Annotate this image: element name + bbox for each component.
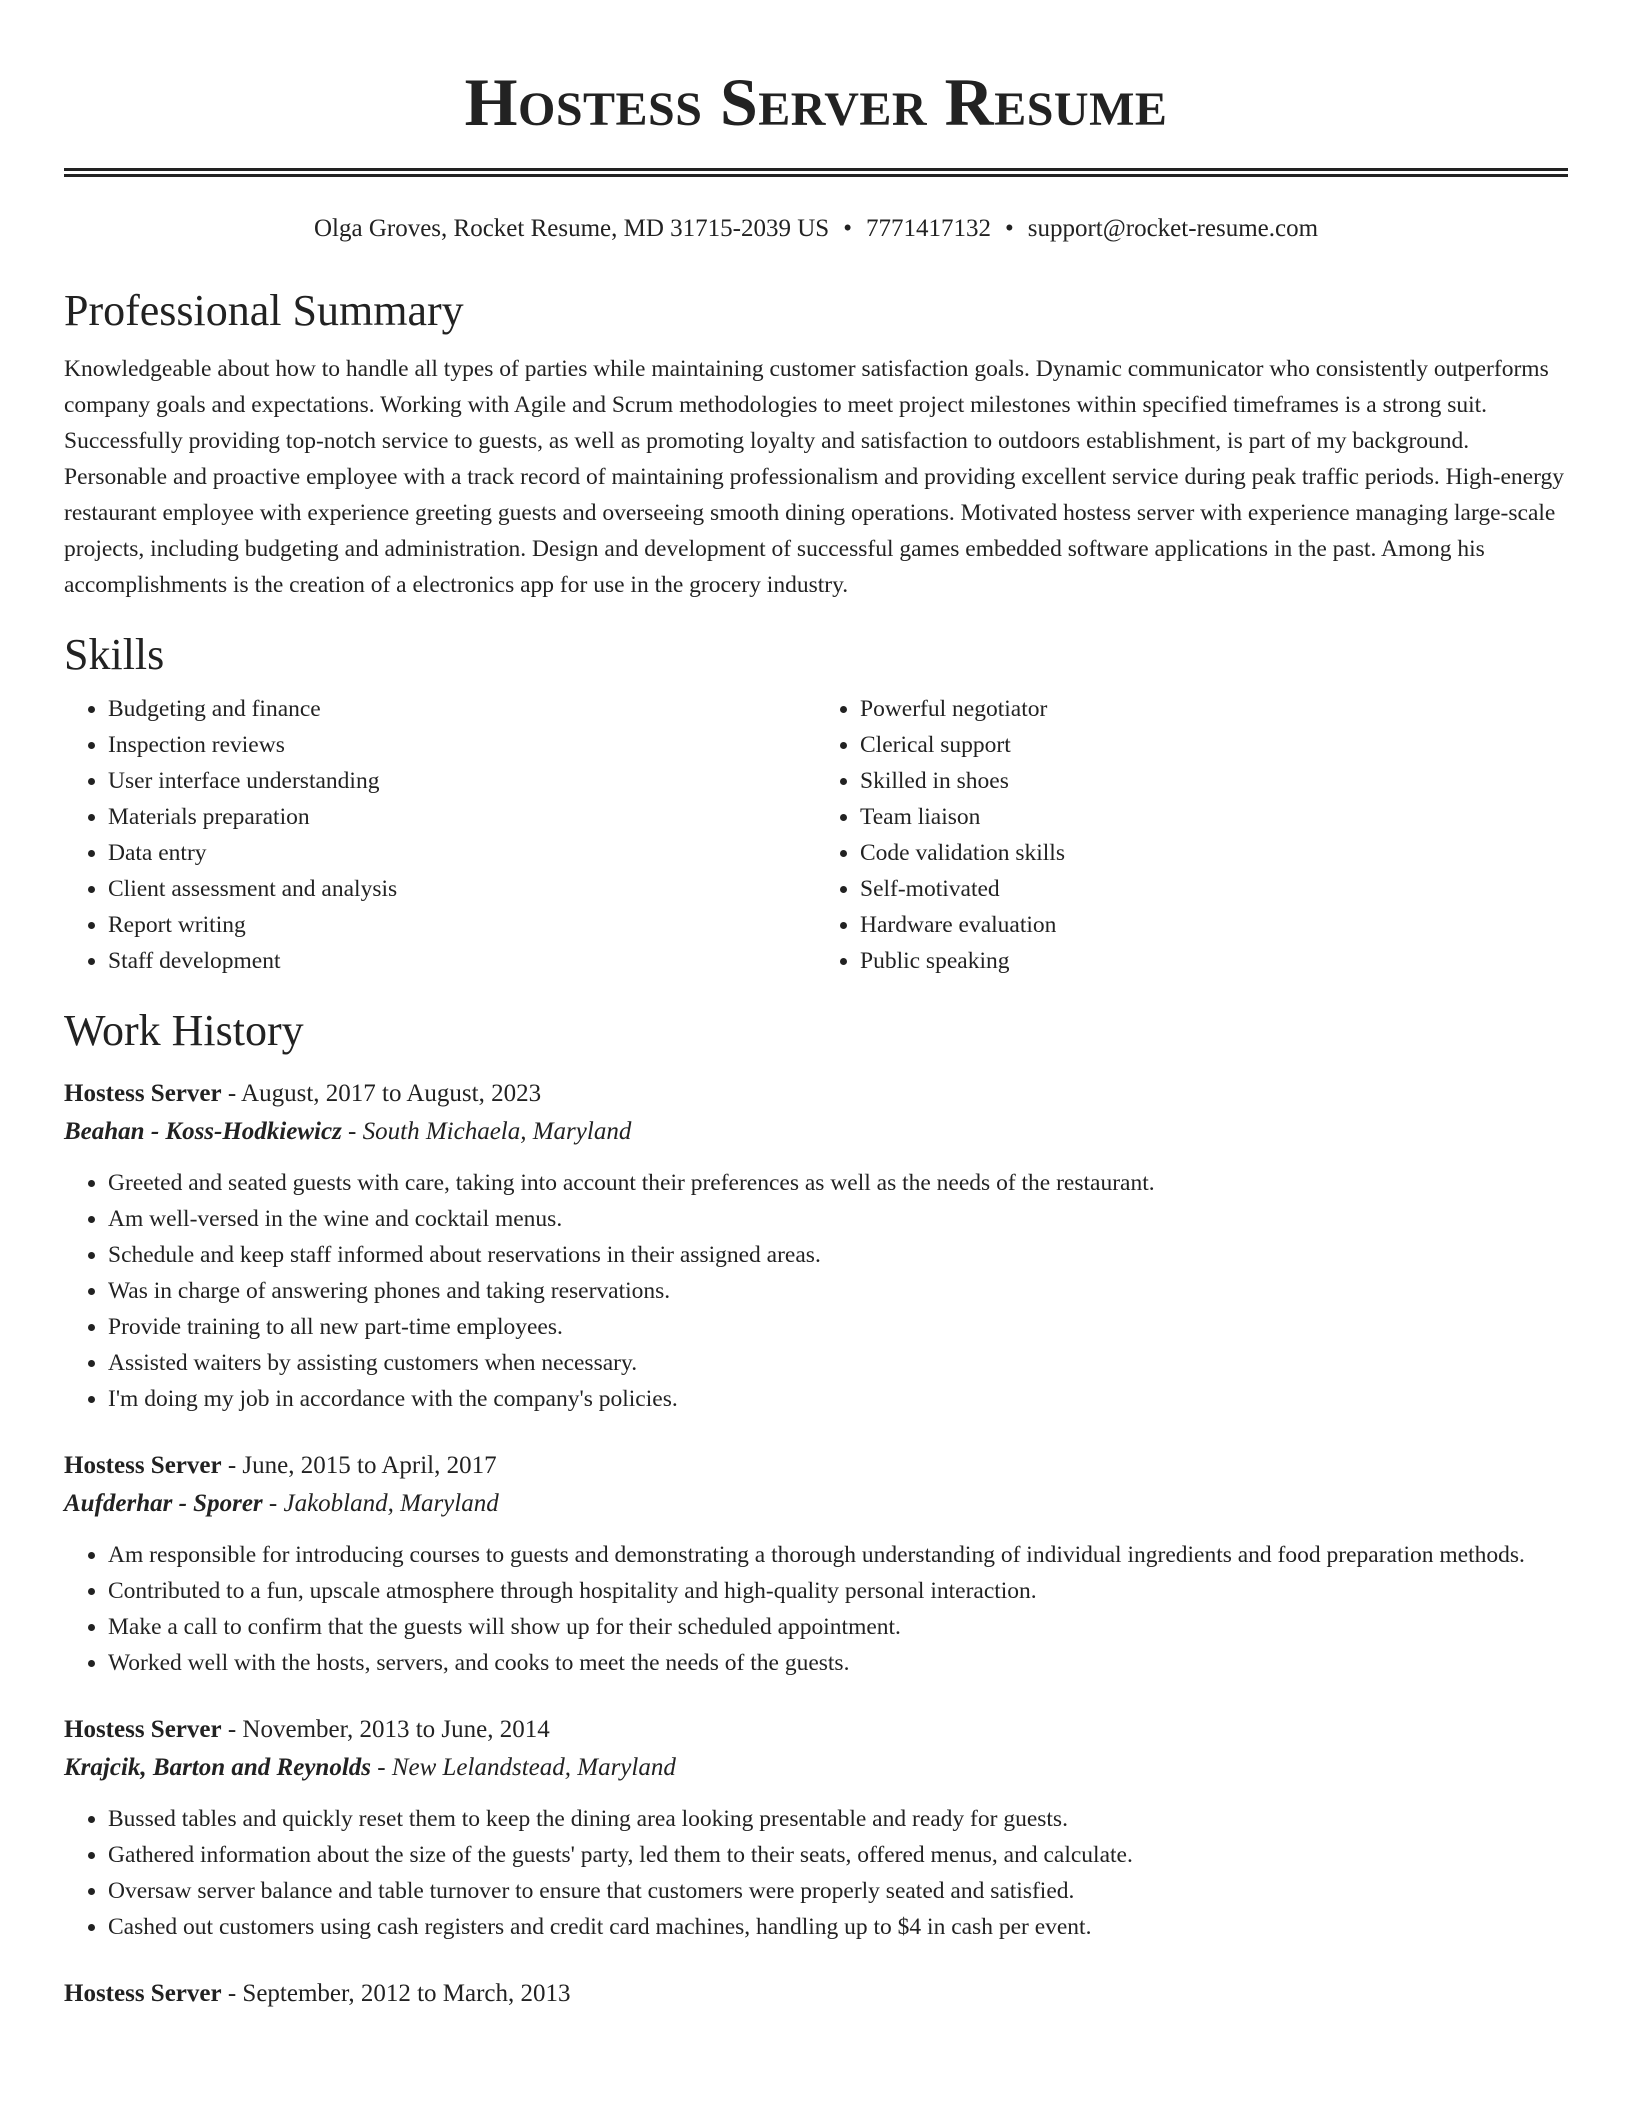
job-bullet: • Am responsible for introducing courses to guests and demonstrating a thorough understanding of individual ingredients and food preparation methods. (108, 1537, 1568, 1573)
summary-text: Knowledgeable about how to handle all types of parties while maintaining customer satisfaction goals. Dynamic communicator who consistently outperforms company goals and expectations. Working with Agile and Scrum methodologies to meet project milestones within specified timeframes is a strong suit. Successfully providing top-notch service to guests, as well as promoting loyalty and satisfaction to outdoors establishment, is part of my background. Personable and proactive employee with a track record of maintaining professionalism and providing excellent service during peak traffic periods. High-energy restaurant employee with experience greeting guests and overseeing smooth dining operations. Motivated hostess server with experience managing large-scale projects, including budgeting and administration. Design and development of successful games embedded software applications in the past. Among his accomplishments is the creation of a electronics app for use in the grocery industry. (64, 356, 1565, 598)
skill-item: • Hardware evaluation (860, 907, 1568, 943)
job-bullet: • Cashed out customers using cash registers and credit card machines, handling up to $4 in cash per event. (108, 1909, 1568, 1945)
contact-address: Olga Groves, Rocket Resume, MD 31715-2039 US (313, 215, 830, 242)
skills-list-right (816, 691, 1568, 979)
job-bullet: • Was in charge of answering phones and taking reservations. (108, 1273, 1568, 1309)
job-bullet: • Contributed to a fun, upscale atmosphere through hospitality and high-quality personal interaction. (108, 1573, 1568, 1609)
skill-item: • Data entry (108, 835, 816, 871)
skill-item: • Report writing (108, 907, 816, 943)
page-title: Hostess Server Resume (464, 64, 1168, 140)
job-title: Hostess Server (64, 1716, 222, 1743)
job-location: New Lelandstead, Maryland (391, 1754, 676, 1781)
skill-item: • Powerful negotiator (860, 691, 1568, 727)
contact-separator: • (843, 215, 852, 242)
job-entry (64, 1975, 1568, 2013)
skill-item: • User interface understanding (108, 763, 816, 799)
job-title: Hostess Server (64, 1080, 222, 1107)
job-dates: August, 2017 to August, 2023 (241, 1080, 542, 1107)
job-bullet: • Worked well with the hosts, servers, and cooks to meet the needs of the guests. (108, 1645, 1568, 1681)
skill-item: • Materials preparation (108, 799, 816, 835)
job-bullet: • Gathered information about the size of the guests' party, led them to their seats, offered menus, and calculate. (108, 1837, 1568, 1873)
skill-item: • Budgeting and finance (108, 691, 816, 727)
job-entry (64, 1711, 1568, 1945)
job-entry (64, 1447, 1568, 1681)
skill-item: • Public speaking (860, 943, 1568, 979)
skills-list-left (64, 691, 816, 979)
skills-heading: Skills (64, 630, 165, 679)
job-title: Hostess Server (64, 1980, 222, 2007)
skill-item: • Self-motivated (860, 871, 1568, 907)
contact-phone: 7771417132 (865, 215, 991, 242)
job-company-line (64, 1485, 1568, 1523)
job-bullet: • Provide training to all new part-time employees. (108, 1309, 1568, 1345)
job-dash: - (221, 1980, 243, 2007)
job-bullets (64, 1165, 1568, 1417)
skill-item: • Clerical support (860, 727, 1568, 763)
job-title-line (64, 1075, 1568, 1113)
job-location: South Michaela, Maryland (362, 1118, 632, 1145)
skill-item: • Staff development (108, 943, 816, 979)
job-dash: - (221, 1080, 242, 1107)
job-company: Beahan - Koss-Hodkiewicz (64, 1118, 342, 1145)
job-dash: - (221, 1716, 243, 1743)
contact-email: support@rocket-resume.com (1027, 215, 1319, 242)
job-bullet: • Greeted and seated guests with care, taking into account their preferences as well as the needs of the restaurant. (108, 1165, 1568, 1201)
job-dash: - (341, 1118, 363, 1145)
contact-separator: • (1004, 215, 1014, 242)
job-dates: November, 2013 to June, 2014 (242, 1716, 550, 1743)
skill-item: • Inspection reviews (108, 727, 816, 763)
job-bullet: • I'm doing my job in accordance with the company's policies. (108, 1381, 1568, 1417)
skill-item: • Team liaison (860, 799, 1568, 835)
job-company-line (64, 1749, 1568, 1787)
job-location: Jakobland, Maryland (283, 1490, 499, 1517)
job-bullet: • Schedule and keep staff informed about reservations in their assigned areas. (108, 1237, 1568, 1273)
job-title: Hostess Server (64, 1452, 222, 1479)
job-title-line (64, 1447, 1568, 1485)
skills-columns (64, 691, 1568, 979)
job-dates: June, 2015 to April, 2017 (242, 1452, 497, 1479)
contact-line (64, 213, 1568, 245)
job-dash: - (262, 1490, 284, 1517)
job-title-line (64, 1975, 1568, 2013)
summary-heading: Professional Summary (64, 286, 464, 335)
job-bullet: • Make a call to confirm that the guests will show up for their scheduled appointment. (108, 1609, 1568, 1645)
title-divider (64, 168, 1568, 177)
skill-item: • Skilled in shoes (860, 763, 1568, 799)
job-bullets (64, 1801, 1568, 1945)
job-bullet: • Am well-versed in the wine and cocktail menus. (108, 1201, 1568, 1237)
job-company-line (64, 1113, 1568, 1151)
job-company: Aufderhar - Sporer (64, 1490, 263, 1517)
job-bullet: • Oversaw server balance and table turnover to ensure that customers were properly seated and satisfied. (108, 1873, 1568, 1909)
work-history-heading: Work History (64, 1006, 304, 1055)
job-title-line (64, 1711, 1568, 1749)
job-bullet: • Bussed tables and quickly reset them to keep the dining area looking presentable and ready for guests. (108, 1801, 1568, 1837)
job-entry (64, 1075, 1568, 1417)
job-dates: September, 2012 to March, 2013 (242, 1980, 571, 2007)
job-dash: - (221, 1452, 243, 1479)
skill-item: • Code validation skills (860, 835, 1568, 871)
job-company: Krajcik, Barton and Reynolds (64, 1754, 371, 1781)
job-bullets (64, 1537, 1568, 1681)
skill-item: • Client assessment and analysis (108, 871, 816, 907)
job-dash: - (371, 1754, 392, 1781)
job-bullet: • Assisted waiters by assisting customers when necessary. (108, 1345, 1568, 1381)
